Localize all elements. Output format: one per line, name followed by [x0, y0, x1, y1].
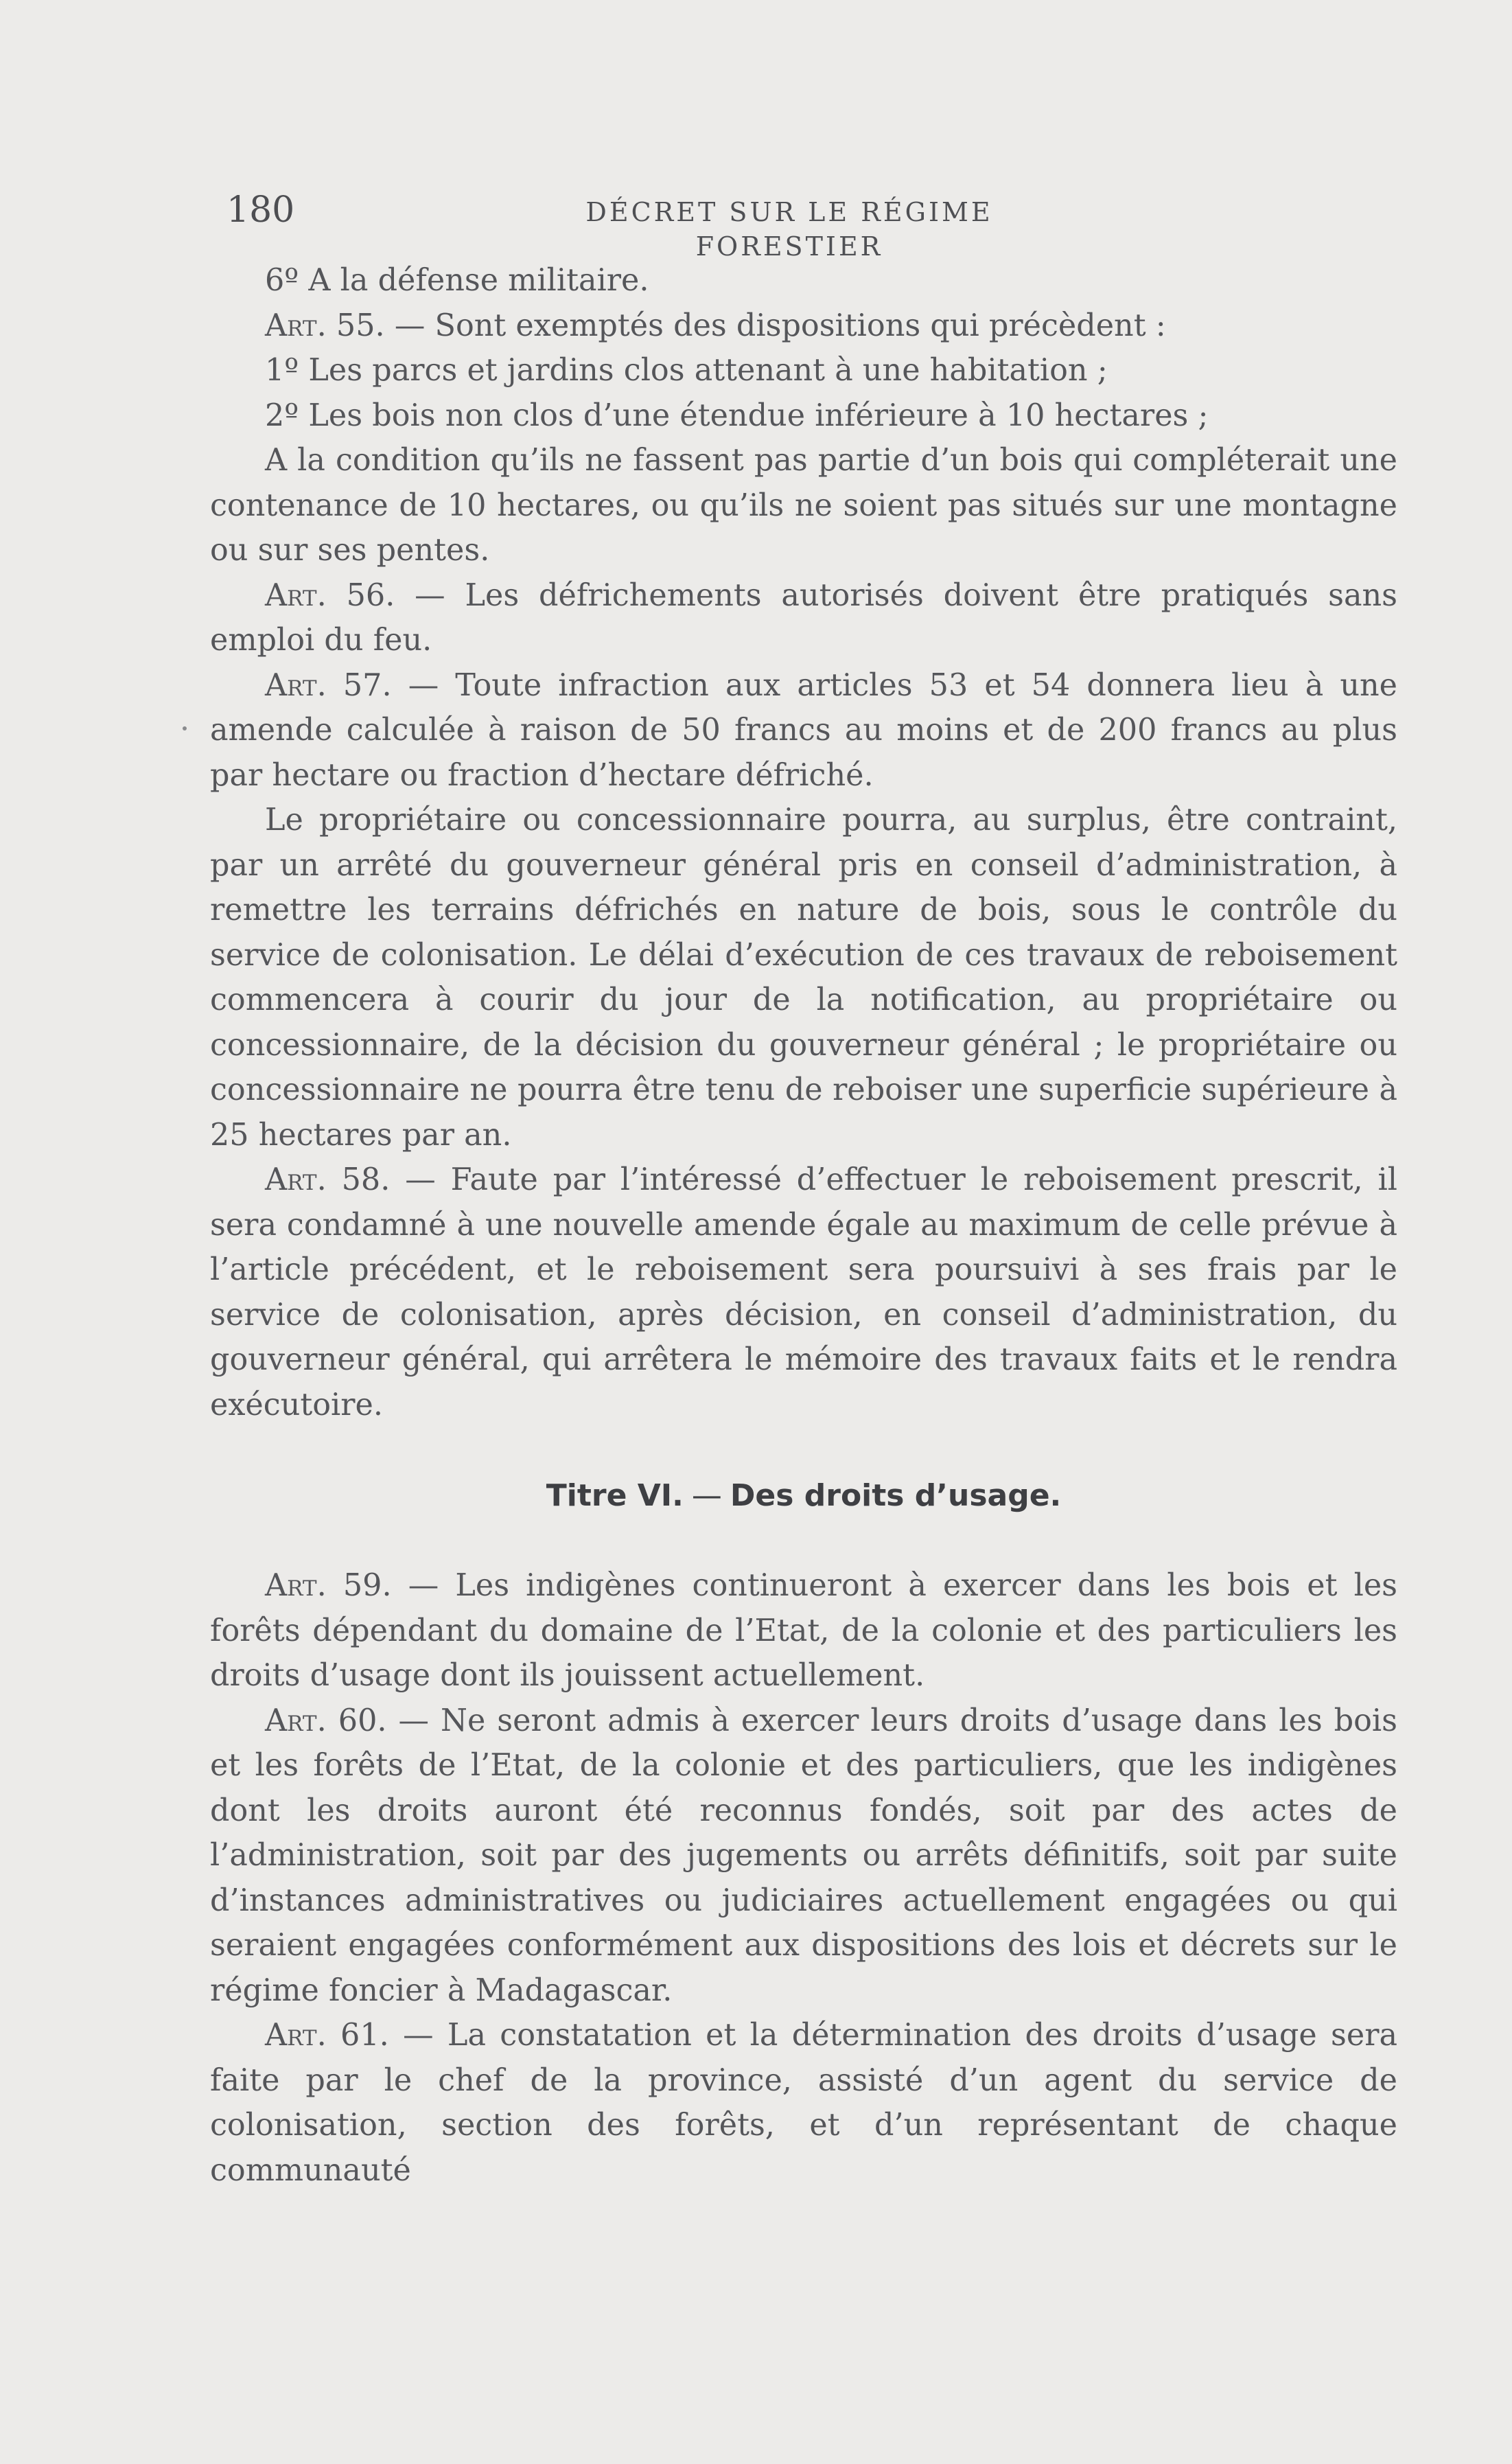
- page-number: 180: [226, 189, 295, 231]
- paragraph-text: 59. — Les indigènes continueront à exercer dans les bois et les forêts dépendant du domaine de l’Etat, de la colonie et des particuliers les droits d’usage dont ils jouissent actuellement.: [210, 1568, 1397, 1693]
- paragraphs-after-heading: [210, 1563, 1397, 2193]
- paragraph-text: 58. — Faute par l’intéressé d’effectuer le reboisement prescrit, il sera condamné à une nouvelle amende égale au maximum de celle prévue à l’article précédent, et le reboisement sera poursuivi à ses frais par le service de colonisation, après décision, en conseil d’administration, du gouverneur général, qui arrêtera le mémoire des travaux faits et le rendra exécutoire.: [210, 1162, 1397, 1423]
- paragraph-text: 61. — La constatation et la détermination des droits d’usage sera faite par le chef de la province, assisté d’un agent du service de colonisation, section des forêts, et d’un représentant de chaque communauté: [210, 2018, 1397, 2188]
- section-dash: —: [691, 1478, 722, 1513]
- paragraph: [210, 1158, 1397, 1427]
- article-label: Art.: [265, 2018, 327, 2053]
- paragraph-text: 1º Les parcs et jardins clos attenant à une habitation ;: [265, 353, 1108, 388]
- paragraph-text: 60. — Ne seront admis à exercer leurs droits d’usage dans les bois et les forêts de l’Etat, de la colonie et des particuliers, que les indigènes dont les droits auront été reconnus fondés, soit par des actes de l’administration, soit par des jugements ou arrêts définitifs, soit par suite d’instances administratives ou judiciaires actuellement engagées ou qui seraient engagées conformément aux dispositions des lois et décrets sur le régime foncier à Madagascar.: [210, 1703, 1397, 2008]
- article-label: Art.: [265, 577, 327, 613]
- page-body: [210, 258, 1397, 2193]
- paragraph: [210, 663, 1397, 798]
- section-subtitle: Des droits d’usage.: [730, 1478, 1062, 1513]
- paragraph-text: 57. — Toute infraction aux articles 53 et 54 donnera lieu à une amende calculée à raison de 50 francs au moins et de 200 francs au plus par hectare ou fraction d’hectare défriché.: [210, 667, 1397, 793]
- article-label: Art.: [265, 1703, 327, 1738]
- paragraph-text: 55. — Sont exemptés des dispositions qui précèdent :: [326, 308, 1166, 343]
- paragraph-text: 2º Les bois non clos d’une étendue inférieure à 10 hectares ;: [265, 398, 1209, 433]
- paragraph-text: 6º A la défense militaire.: [265, 263, 649, 298]
- article-label: Art.: [265, 308, 327, 343]
- paragraph: [210, 438, 1397, 573]
- article-label: Art.: [265, 667, 327, 703]
- paragraph-text: 56. — Les défrichements autorisés doivent être pratiqués sans emploi du feu.: [210, 577, 1397, 658]
- paragraph-text: A la condition qu’ils ne fassent pas partie d’un bois qui compléterait une contenance de 10 hectares, ou qu’ils ne soient pas situés sur une montagne ou sur ses pentes.: [210, 443, 1397, 568]
- section-heading: [210, 1475, 1397, 1517]
- article-label: Art.: [265, 1568, 327, 1603]
- margin-speck: [183, 726, 187, 730]
- paragraph: [210, 303, 1397, 349]
- paragraph: [210, 258, 1397, 303]
- page-header: [226, 189, 1393, 262]
- paragraph: [210, 2013, 1397, 2193]
- running-title: DÉCRET SUR LE RÉGIME FORESTIER: [585, 197, 993, 262]
- paragraphs-before-heading: [210, 258, 1397, 1427]
- article-label: Art.: [265, 1162, 327, 1197]
- section-title: Titre VI.: [546, 1478, 684, 1513]
- paragraph: [210, 798, 1397, 1158]
- paragraph: [210, 1563, 1397, 1699]
- paragraph-text: Le propriétaire ou concessionnaire pourra, au surplus, être contraint, par un arrêté du gouverneur général pris en conseil d’administration, à remettre les terrains défrichés en nature de bois, sous le contrôle du service de colonisation. Le délai d’exécution de ces travaux de reboisement commencera à courir du jour de la notification, au propriétaire ou concessionnaire, de la décision du gouverneur général ; le propriétaire ou concessionnaire ne pourra être tenu de reboiser une superficie supérieure à 25 hectares par an.: [210, 803, 1397, 1153]
- paragraph: [210, 1699, 1397, 2014]
- paragraph: [210, 393, 1397, 439]
- paragraph: [210, 573, 1397, 663]
- paragraph: [210, 348, 1397, 393]
